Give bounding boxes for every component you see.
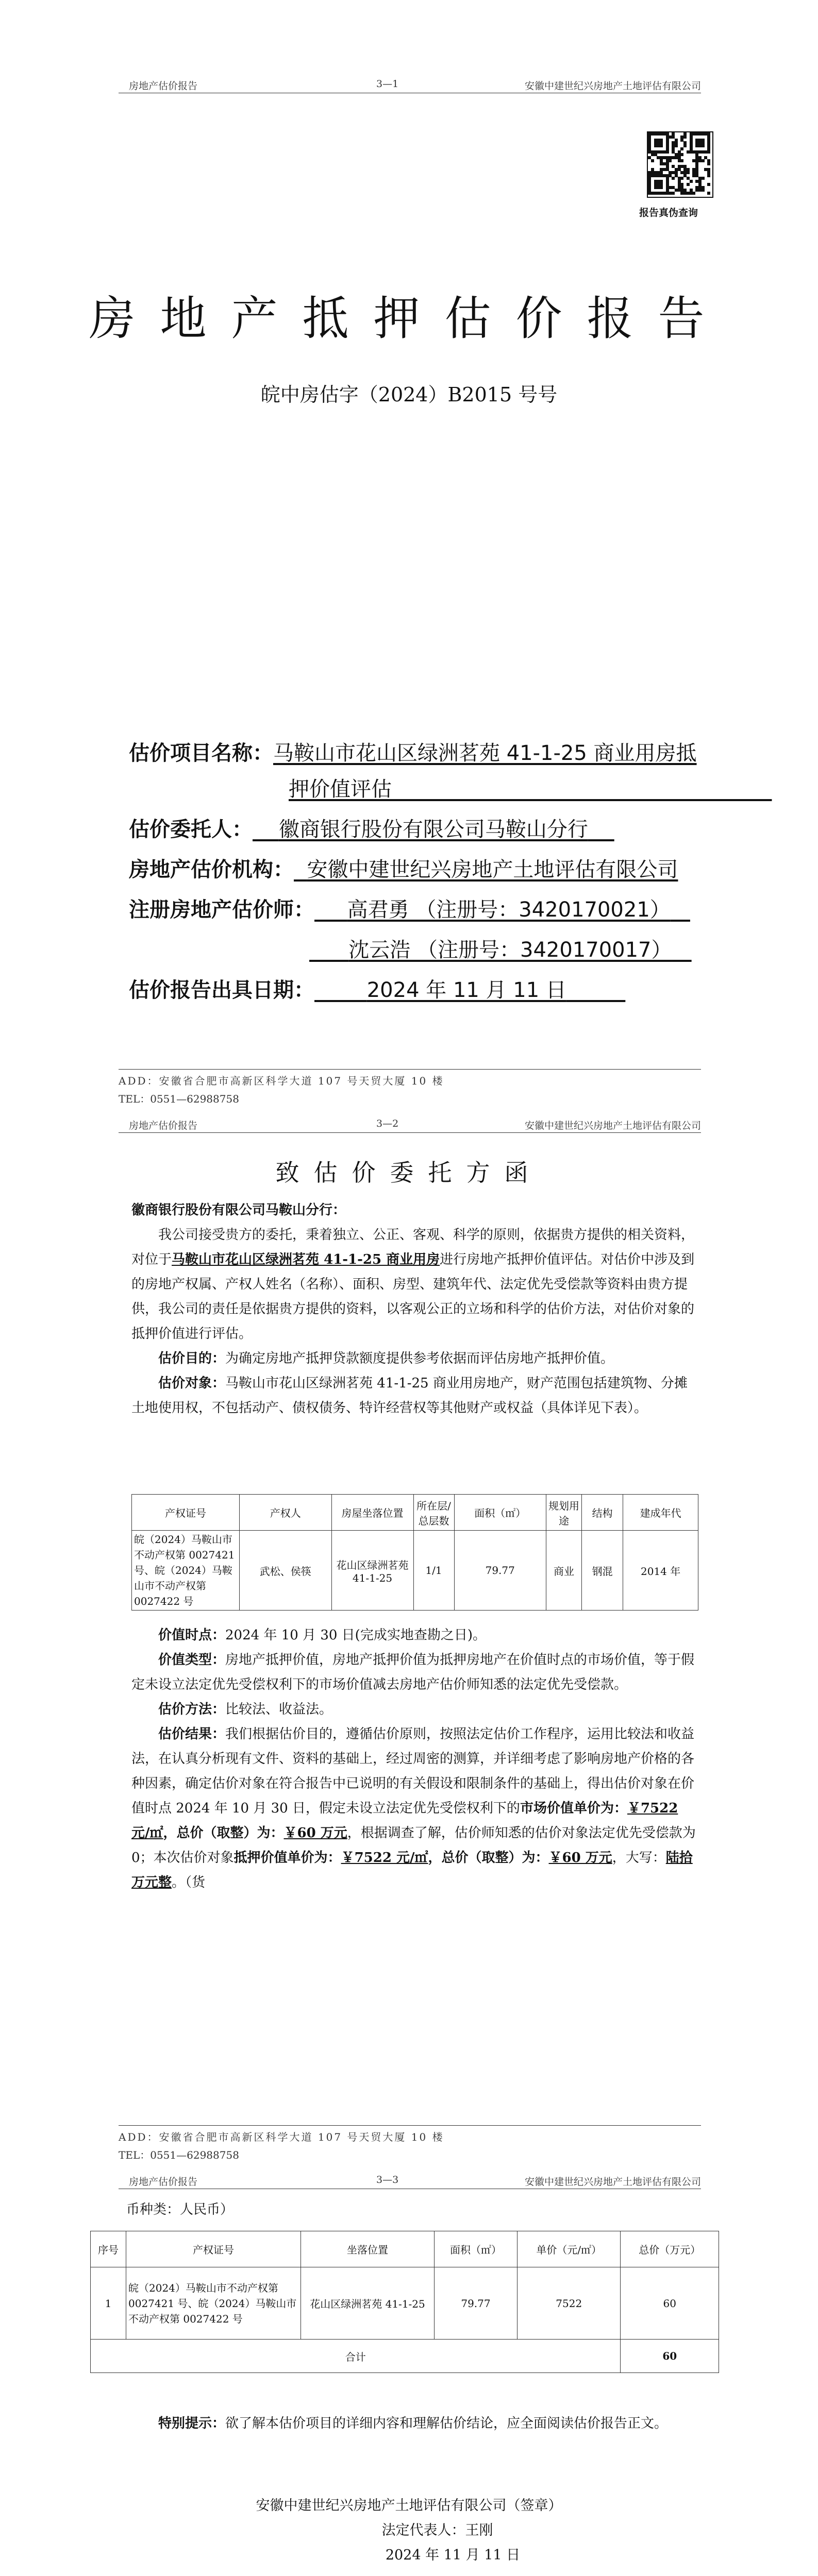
footer-tel: TEL：0551—62988758: [119, 2149, 239, 2161]
col-index: 序号: [91, 2231, 126, 2267]
summary-page: [0, 2164, 818, 2576]
qr-code[interactable]: [647, 131, 713, 198]
client-label: 估价委托人：: [129, 818, 253, 841]
object-paragraph: 估价对象：马鞍山市花山区绿洲茗苑 41-1-25 商业用房地产，财产范围包括建筑物、分摊土地使用权，不包括动产、债权债务、特许经营权等其他财产或权益（具体详见下表）。: [131, 1376, 688, 1416]
header-page-number: 3—3: [376, 2174, 399, 2185]
report-title: 房地产抵押估价报告: [89, 292, 729, 346]
project-name-row: [129, 737, 697, 766]
appraiser-2: 沈云浩 （注册号：3420170017）: [348, 938, 672, 962]
footer-address: ADD：安徽省合肥市高新区科学大道 107 号天贸大厦 10 楼: [119, 1075, 444, 1087]
header-company: 安徽中建世纪兴房地产土地评估有限公司: [524, 2176, 701, 2188]
agency-label: 房地产估价机构：: [129, 858, 294, 882]
property-table: [131, 1494, 698, 1611]
page-header: [119, 2168, 701, 2189]
letter-body: [131, 1198, 698, 1420]
signature-block: [0, 2494, 818, 2568]
property-address: 马鞍山市花山区绿洲茗苑 41-1-25 商业用房: [172, 1252, 440, 1267]
mortgage-unit-price: ￥7522 元/㎡: [341, 1850, 428, 1866]
col-cert: 产权证号: [132, 1495, 240, 1531]
page-header: [119, 1112, 701, 1133]
date-row: [129, 974, 625, 1003]
col-year: 建成年代: [623, 1495, 698, 1531]
col-floor: 所在层/总层数: [413, 1495, 454, 1531]
report-date: 2024 年 11 月 11 日: [366, 978, 566, 1002]
amount-in-words: 陆拾万元整: [131, 1850, 693, 1890]
intro-paragraph: 我公司接受贵方的委托，秉着独立、公正、客观、科学的原则，依据贵方提供的相关资料，对位于马鞍山市花山区绿洲茗苑 41-1-25 商业用房进行房地产抵押价值评估。对估价中涉及到的房地产权属、产权人姓名（名称）、面积、房型、建筑年代、法定优先受偿款等资料由贵方提供，我公司的责任是依据贵方提供的资料，以客观公正的立场和科学的估价方法，对估价对象的抵押价值进行评估。: [131, 1227, 695, 1342]
currency-line: 币种类：人民币）: [126, 2202, 234, 2217]
appraiser-label: 注册房地产估价师：: [129, 898, 314, 922]
value-type-paragraph: 价值类型：房地产抵押价值，房地产抵押价值为抵押房地产在价值时点的市场价值，等于假定未设立法定优先受偿权利下的市场价值减去房地产估价师知悉的法定优先受偿款。: [131, 1652, 695, 1692]
col-structure: 结构: [582, 1495, 623, 1531]
valuation-table: [90, 2231, 719, 2373]
signature-company: 安徽中建世纪兴房地产土地评估有限公司（签章）: [256, 2498, 562, 2514]
table-row: 皖（2024）马鞍山市不动产权第 0027421 号、皖（2024）马鞍山市不动产权第 0027422 号 武松、侯筷 花山区绿洲茗苑 41-1-25 1/1 79.77 商业 钢混 2014 年: [132, 1531, 698, 1611]
project-name-line2: 押价值评估: [289, 777, 392, 801]
agency-name: 安徽中建世纪兴房地产土地评估有限公司: [307, 858, 678, 882]
project-name-row-2: [289, 773, 772, 802]
page-footer: [119, 1069, 701, 1106]
cover-page: [0, 0, 818, 1108]
letter-page: [0, 1108, 818, 2164]
header-left: 房地产估价报告: [129, 80, 198, 92]
special-notice-paragraph: 特别提示：欲了解本估价项目的详细内容和理解估价结论，应全面阅读估价报告正文。: [158, 2416, 668, 2431]
purpose-paragraph: 估价目的：为确定房地产抵押贷款额度提供参考依据而评估房地产抵押价值。: [158, 1351, 614, 1366]
col-location: 房屋坐落位置: [331, 1495, 413, 1531]
header-page-number: 3—2: [376, 1118, 399, 1129]
col-total: 总价（万元）: [621, 2231, 719, 2267]
market-unit-price: ￥7522 元/㎡: [131, 1801, 678, 1841]
col-use: 规划用途: [546, 1495, 582, 1531]
header-company: 安徽中建世纪兴房地产土地评估有限公司: [524, 80, 701, 92]
project-name-line1: 马鞍山市花山区绿洲茗苑 41-1-25 商业用房抵: [273, 741, 697, 765]
date-label: 估价报告出具日期：: [129, 978, 314, 1002]
client-name: 徽商银行股份有限公司马鞍山分行: [278, 818, 588, 841]
footer-address: ADD：安徽省合肥市高新区科学大道 107 号天贸大厦 10 楼: [119, 2131, 444, 2143]
agency-row: [129, 853, 678, 883]
appraiser-1: 高君勇 （注册号：3420170021）: [347, 898, 671, 922]
mortgage-total-price: ￥60 万元: [548, 1850, 612, 1866]
col-unit-price: 单价（元/㎡）: [517, 2231, 620, 2267]
client-row: [129, 813, 614, 842]
header-left: 房地产估价报告: [129, 2176, 198, 2188]
header-left: 房地产估价报告: [129, 1120, 198, 1131]
market-total-price: ￥60 万元: [283, 1825, 347, 1841]
result-paragraph: 估价结果：我们根据估价目的，遵循估价原则，按照法定估价工作程序，运用比较法和收益法，在认真分析现有文件、资料的基础上，经过周密的测算，并详细考虑了影响房地产价格的各种因素，确定估价对象在符合报告中已说明的有关假设和限制条件的基础上，得出估价对象在价值时点 2024 年 10 月 30 日，假定未设立法定优先受偿权利下的市场价值单价为：￥7522 元/㎡，总价（取整）为：￥60 万元，根据调查了解，估价师知悉的估价对象法定优先受偿款为 0；本次估价对象抵押价值单价为：￥7522 元/㎡，总价（取整）为：￥60 万元，大写：陆拾万元整。（货: [131, 1726, 696, 1890]
col-area: 面积（㎡）: [435, 2231, 517, 2267]
col-location: 坐落位置: [301, 2231, 435, 2267]
footer-tel: TEL：0551—62988758: [119, 1093, 239, 1105]
qr-caption: 报告真伪查询: [639, 207, 698, 218]
col-owner: 产权人: [240, 1495, 332, 1531]
header-page-number: 3—1: [376, 78, 399, 90]
letter-body-2: [131, 1623, 698, 1895]
value-date-paragraph: 价值时点：2024 年 10 月 30 日(完成实地查勘之日)。: [158, 1628, 486, 1643]
project-label: 估价项目名称：: [129, 741, 273, 765]
col-area: 面积（㎡）: [454, 1495, 546, 1531]
header-company: 安徽中建世纪兴房地产土地评估有限公司: [524, 1120, 701, 1131]
table-row: 1 皖（2024）马鞍山市不动产权第 0027421 号、皖（2024）马鞍山市不动产权第 0027422 号 花山区绿洲茗苑 41-1-25 79.77 7522 60: [91, 2267, 719, 2340]
appraiser-row-2: [309, 934, 692, 963]
total-row: 合计 60: [91, 2340, 719, 2373]
page-header: [119, 72, 701, 93]
document-number: 皖中房估字（2024）B2015 号号: [260, 383, 558, 406]
signature-date: 2024 年 11 月 11 日: [385, 2547, 521, 2563]
addressee: 徽商银行股份有限公司马鞍山分行：: [131, 1202, 346, 1218]
page-footer: [119, 2125, 701, 2162]
letter-title: 致估价委托方函: [275, 1159, 543, 1187]
method-paragraph: 估价方法：比较法、收益法。: [158, 1702, 333, 1717]
col-cert: 产权证号: [126, 2231, 301, 2267]
signature-rep: 法定代表人：王刚: [381, 2522, 493, 2538]
appraiser-row: [129, 893, 690, 923]
